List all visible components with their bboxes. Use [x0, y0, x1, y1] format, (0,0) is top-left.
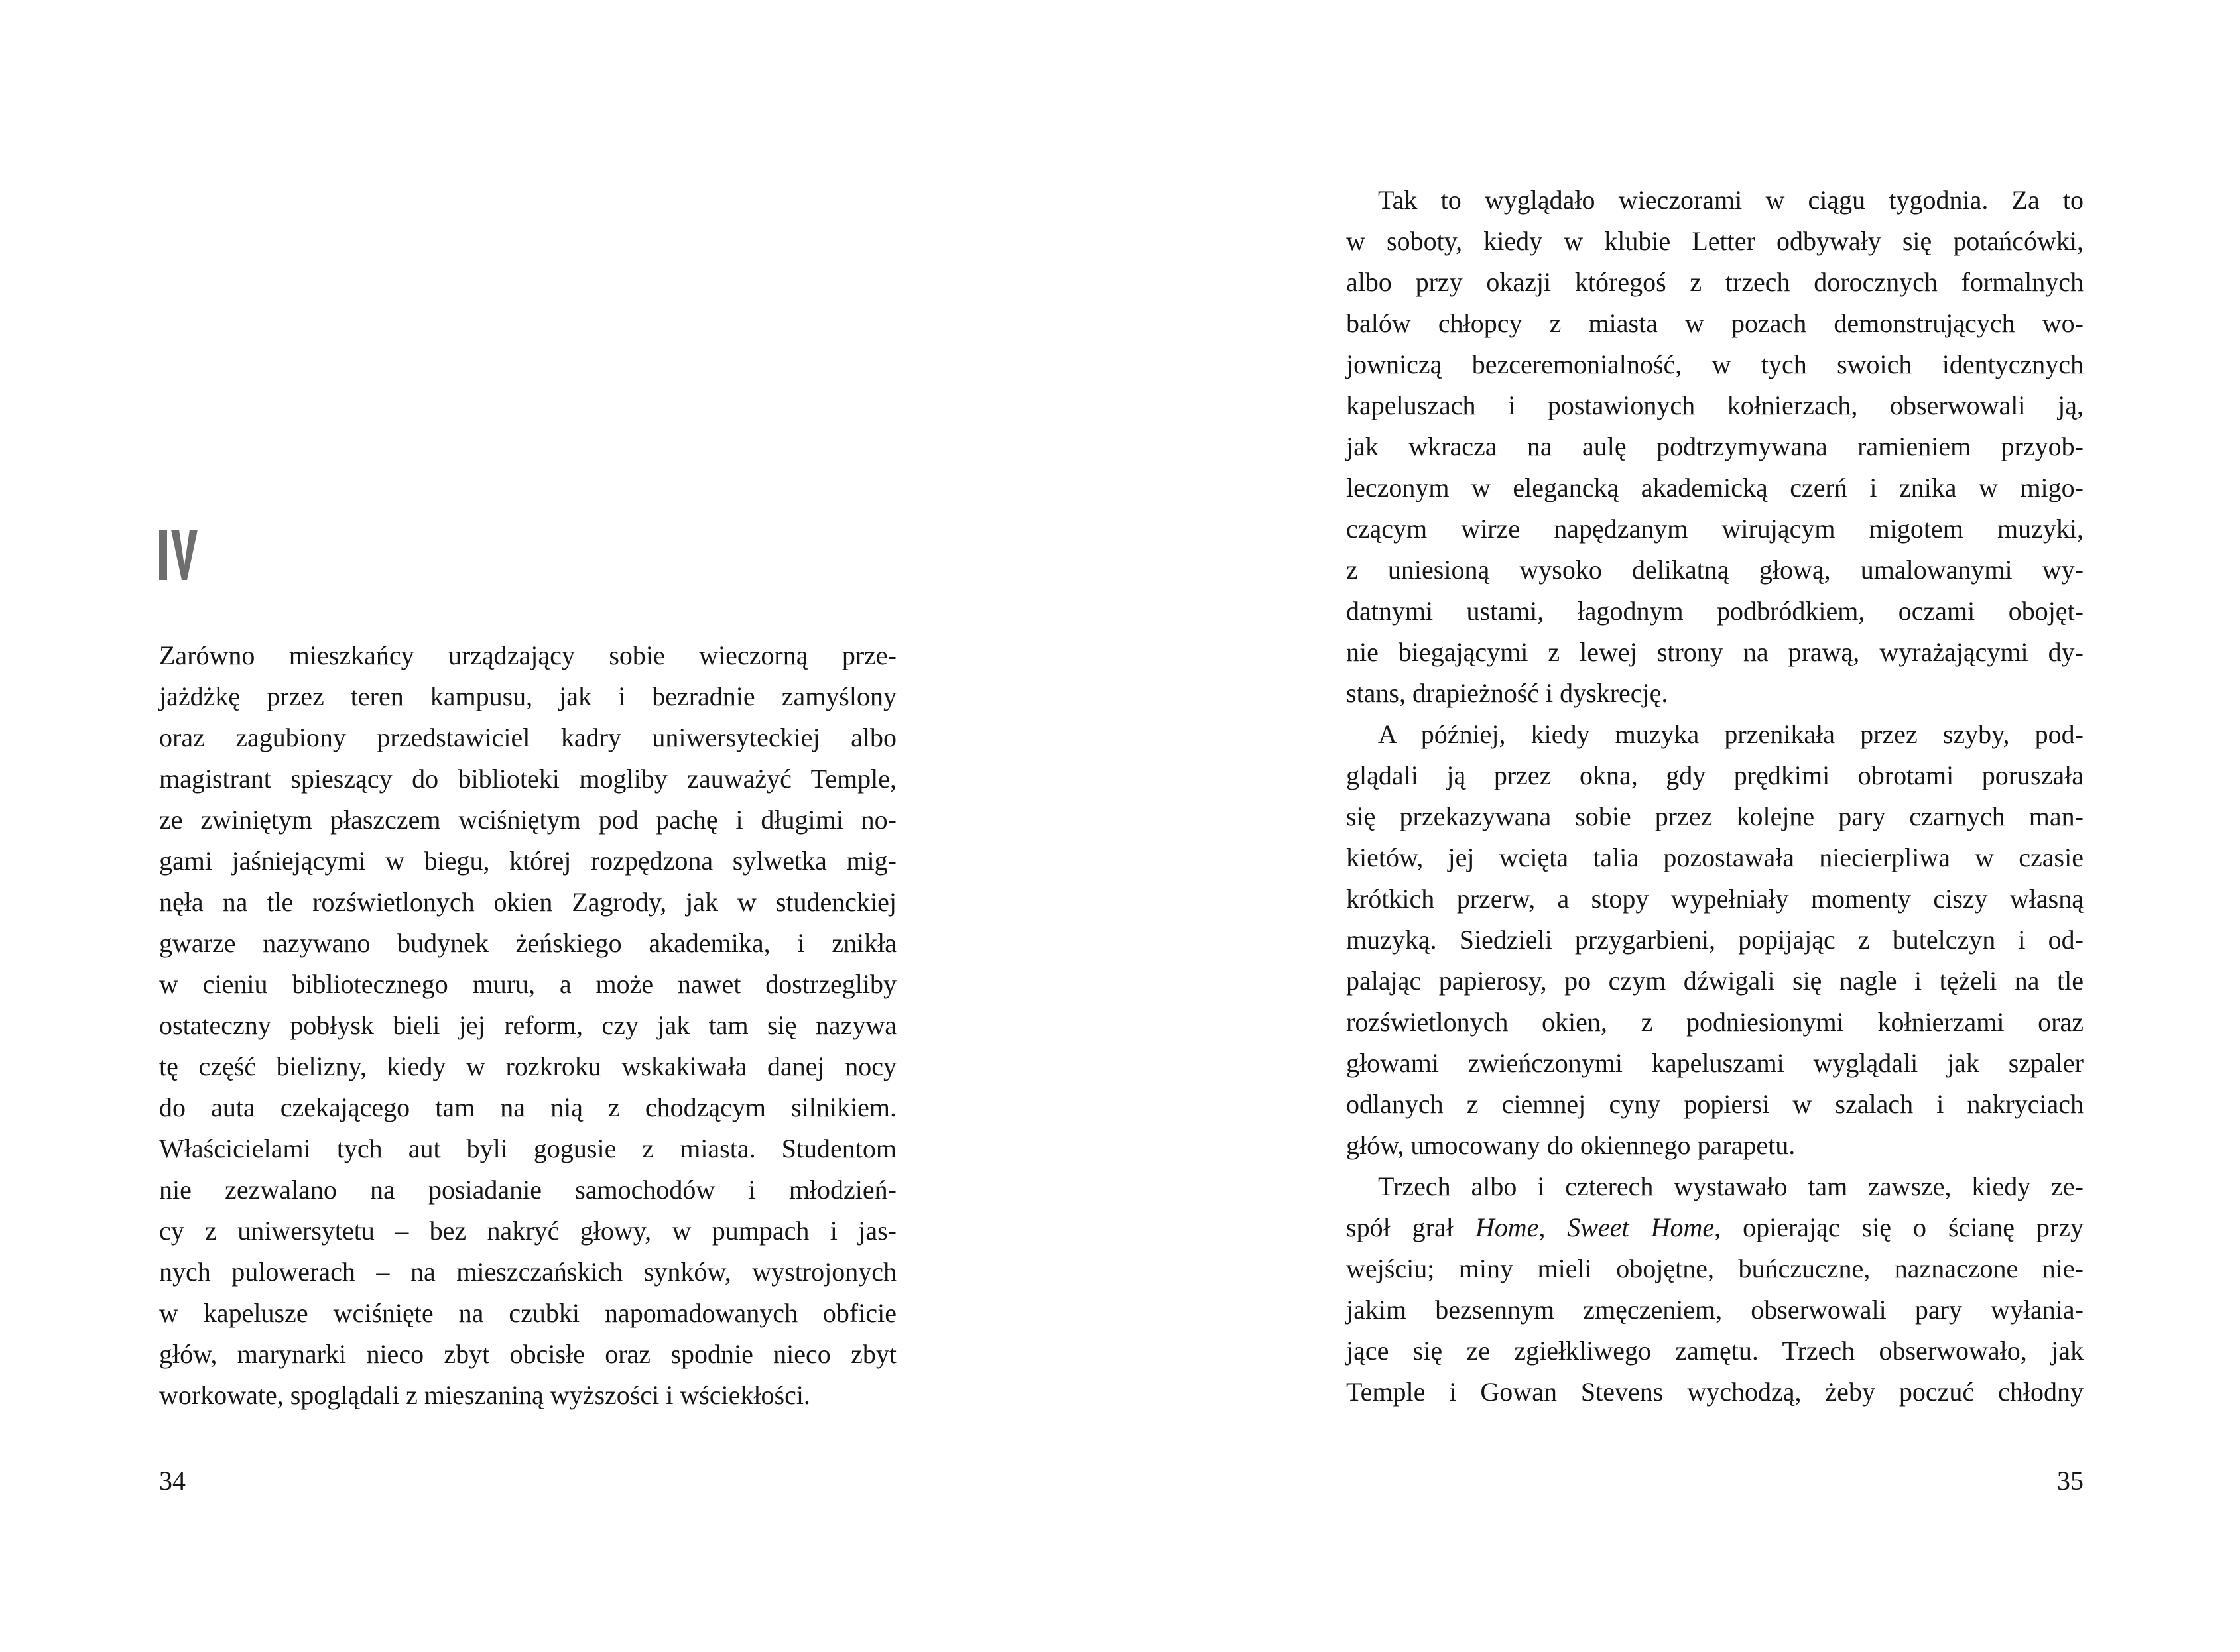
text-line [1346, 673, 2084, 714]
text-segment: balów chłopcy z miasta w pozach demonstrujących wo- [1346, 308, 2084, 338]
text-line [1346, 344, 2084, 385]
text-line [1346, 878, 2084, 919]
text-segment: kietów, jej wcięta talia pozostawała niecierpliwa w czasie [1346, 843, 2084, 872]
text-line [1346, 1084, 2084, 1125]
text-line [1346, 508, 2084, 550]
text-segment: workowate, spoglądali z mieszaniną wyższości i wściekłości. [159, 1380, 810, 1410]
text-segment: magistrant spieszący do biblioteki mogliby zauważyć Temple, [159, 764, 897, 794]
text-segment: leczonym w elegancką akademicką czerń i znika w migo- [1346, 473, 2084, 502]
text-segment: wejściu; miny mieli obojętne, buńczuczne, naznaczone nie- [1346, 1254, 2084, 1283]
chapter-heading-text [159, 580, 160, 581]
text-segment: rozświetlonych okien, z podniesionymi kołnierzami oraz [1346, 1007, 2084, 1037]
text-segment: stans, drapieżność i dyskrecję. [1346, 678, 1668, 708]
text-line [1346, 221, 2084, 262]
text-line [1346, 1330, 2084, 1372]
text-line [1346, 1372, 2084, 1413]
text-segment: tę część bielizny, kiedy w rozkroku wskakiwała danej nocy [159, 1051, 897, 1081]
text-segment: datnymi ustami, łagodnym podbródkiem, oczami obojęt- [1346, 596, 2084, 626]
text-segment: spół grał [1346, 1212, 1475, 1242]
right-page-text [1346, 180, 2084, 1413]
text-segment: gami jaśniejącymi w biegu, której rozpędzona sylwetka mig- [159, 846, 897, 876]
text-segment: nęła na tle rozświetlonych okien Zagrody, jak w studenckiej [159, 887, 897, 917]
text-line [1346, 1002, 2084, 1043]
chapter-numeral-iv-glyph [159, 530, 198, 580]
text-segment: cy z uniwersytetu – bez nakryć głowy, w pumpach i jas- [159, 1216, 897, 1246]
text-segment: Tak to wyglądało wieczorami w ciągu tygodnia. Za to [1378, 185, 2084, 215]
text-segment: Trzech albo i czterech wystawało tam zawsze, kiedy ze- [1378, 1171, 2084, 1201]
text-line [1346, 426, 2084, 467]
text-line [159, 799, 897, 841]
text-segment: w cieniu bibliotecznego muru, a może nawet dostrzegliby [159, 969, 897, 999]
text-segment: Właścicielami tych aut byli gogusie z miasta. Studentom [159, 1134, 897, 1163]
text-segment: ze zwiniętym płaszczem wciśniętym pod pachę i długimi no- [159, 805, 897, 835]
text-segment: muzyką. Siedzieli przygarbieni, popijając z butelczyn i od- [1346, 925, 2084, 955]
text-line [159, 1169, 897, 1210]
text-line [1346, 1289, 2084, 1330]
text-segment: Zarówno mieszkańcy urządzający sobie wieczorną prze- [159, 640, 897, 670]
text-line [159, 635, 897, 676]
text-line [159, 717, 897, 758]
text-segment: , opierając się o ścianę przy [1714, 1212, 2084, 1242]
italic-phrase: Home, Sweet Home [1475, 1212, 1715, 1242]
text-segment: z uniesioną wysoko delikatną głową, umalowanymi wy- [1346, 555, 2084, 585]
text-line [159, 1128, 897, 1169]
text-line [1346, 632, 2084, 673]
text-segment: nie biegającymi z lewej strony na prawą, wyrażającymi dy- [1346, 637, 2084, 667]
text-line [159, 758, 897, 799]
text-segment: albo przy okazji któregoś z trzech dorocznych formalnych [1346, 267, 2084, 297]
text-line [1346, 303, 2084, 344]
text-segment: jażdżkę przez teren kampusu, jak i bezradnie zamyślony [159, 681, 897, 711]
text-line [1346, 919, 2084, 961]
left-page-number: 34 [159, 1466, 186, 1496]
text-line [1346, 385, 2084, 426]
text-segment: krótkich przerw, a stopy wypełniały momenty ciszy własną [1346, 884, 2084, 914]
text-line [159, 923, 897, 964]
right-page-number: 35 [2057, 1466, 2084, 1496]
text-segment: glądali ją przez okna, gdy prędkimi obrotami poruszała [1346, 760, 2084, 790]
text-segment: się przekazywana sobie przez kolejne pary czarnych man- [1346, 801, 2084, 831]
text-segment: A później, kiedy muzyka przenikała przez szyby, pod- [1378, 719, 2084, 749]
text-segment: czącym wirze napędzanym wirującym migotem muzyki, [1346, 514, 2084, 544]
text-segment: głów, umocowany do okiennego parapetu. [1346, 1130, 1796, 1160]
text-line [1346, 714, 2084, 755]
text-line [159, 1087, 897, 1128]
text-segment: jak wkracza na aulę podtrzymywana ramieniem przyob- [1346, 432, 2084, 461]
text-line [159, 841, 897, 882]
text-segment: Temple i Gowan Stevens wychodzą, żeby poczuć chłodny [1346, 1377, 2084, 1407]
text-segment: głowami zwieńczonymi kapeluszami wyglądali jak szpaler [1346, 1048, 2084, 1078]
text-line [1346, 262, 2084, 303]
text-segment: oraz zagubiony przedstawiciel kadry uniwersyteckiej albo [159, 723, 897, 752]
text-segment: jakim bezsennym zmęczeniem, obserwowali pary wyłania- [1346, 1295, 2084, 1325]
text-line [159, 1046, 897, 1087]
text-segment: w kapelusze wciśnięte na czubki napomadowanych obficie [159, 1298, 897, 1328]
text-segment: jowniczą bezceremonialność, w tych swoich identycznych [1346, 349, 2084, 379]
text-line [159, 964, 897, 1005]
text-line [1346, 1166, 2084, 1207]
text-segment: kapeluszach i postawionych kołnierzach, obserwowali ją, [1346, 390, 2084, 420]
text-line [1346, 1043, 2084, 1084]
text-line [1346, 1207, 2084, 1248]
text-line [159, 882, 897, 923]
text-line [159, 1252, 897, 1293]
text-line [1346, 837, 2084, 878]
text-line [1346, 961, 2084, 1002]
text-segment: nie zezwalano na posiadanie samochodów i młodzień- [159, 1175, 897, 1205]
text-line [159, 676, 897, 717]
text-segment: do auta czekającego tam na nią z chodzącym silnikiem. [159, 1092, 897, 1122]
text-segment: jące się ze zgiełkliwego zamętu. Trzech obserwowało, jak [1346, 1336, 2084, 1366]
text-line [159, 1375, 897, 1416]
text-line [1346, 1125, 2084, 1166]
text-segment: ostateczny pobłysk bieli jej reform, czy jak tam się nazywa [159, 1010, 897, 1040]
text-line [1346, 550, 2084, 591]
text-line [1346, 796, 2084, 837]
chapter-heading [159, 530, 198, 580]
text-line [1346, 591, 2084, 632]
text-segment: w soboty, kiedy w klubie Letter odbywały się potańcówki, [1346, 226, 2084, 256]
left-page-text [159, 635, 897, 1416]
text-line [159, 1293, 897, 1334]
text-line [159, 1005, 897, 1046]
text-line [1346, 755, 2084, 796]
text-line [1346, 467, 2084, 508]
text-line [1346, 1248, 2084, 1289]
text-segment: nych pulowerach – na mieszczańskich synków, wystrojonych [159, 1257, 897, 1287]
text-segment: palając papierosy, po czym dźwigali się nagle i tężeli na tle [1346, 966, 2084, 996]
text-segment: głów, marynarki nieco zbyt obcisłe oraz spodnie nieco zbyt [159, 1339, 897, 1369]
text-line [159, 1334, 897, 1375]
text-segment: gwarze nazywano budynek żeńskiego akademika, i znikła [159, 928, 897, 958]
text-line [1346, 180, 2084, 221]
text-line [159, 1210, 897, 1252]
text-segment: odlanych z ciemnej cyny popiersi w szalach i nakryciach [1346, 1089, 2084, 1119]
